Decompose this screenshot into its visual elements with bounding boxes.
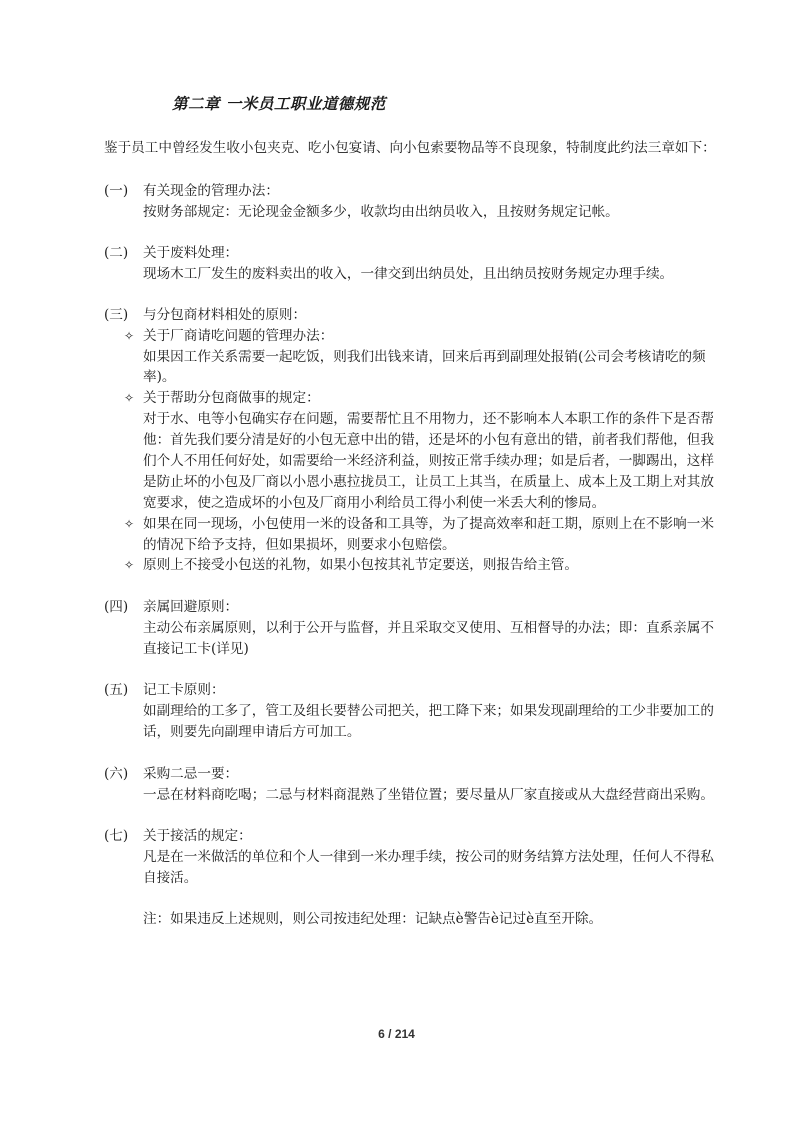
intro-paragraph: 鉴于员工中曾经发生收小包夹克、吃小包宴请、向小包索要物品等不良现象，特制度此约法三章如下： bbox=[104, 140, 716, 156]
bullet-heading: 关于厂商请吃问题的管理办法： bbox=[143, 328, 334, 344]
chapter-title: 第二章 一米员工职业道德规范 bbox=[172, 95, 386, 113]
section-text: 凡是在一米做活的单位和个人一律到一米办理手续，按公司的财务结算方法处理，任何人不得私 bbox=[143, 849, 714, 865]
section-number: (七) bbox=[104, 828, 129, 844]
section-heading: 关于接活的规定： bbox=[143, 828, 252, 844]
section-number: (五) bbox=[104, 682, 129, 698]
bullet-heading: 关于帮助分包商做事的规定： bbox=[143, 390, 320, 406]
page-number: 6 / 214 bbox=[378, 1027, 415, 1041]
section-text: 现场木工厂发生的废料卖出的收入，一律交到出纳员处，且出纳员按财务规定办理手续。 bbox=[143, 266, 674, 282]
section-number: (一) bbox=[104, 183, 129, 199]
diamond-bullet-icon: ✧ bbox=[124, 329, 135, 343]
bullet-text: 原则上不接受小包送的礼物，如果小包按其礼节定要送，则报告给主管。 bbox=[143, 557, 578, 573]
note-text: 注：如果违反上述规则，则公司按违纪处理：记缺点è警告è记过è直至开除。 bbox=[143, 911, 603, 927]
section-number: (四) bbox=[104, 599, 129, 615]
bullet-text: 如果在同一现场，小包使用一米的设备和工具等，为了提高效率和赶工期，原则上在不影响一米 bbox=[143, 516, 714, 532]
section-text: 按财务部规定：无论现金金额多少，收款均由出纳员收入，且按财务规定记帐。 bbox=[143, 204, 619, 220]
diamond-bullet-icon: ✧ bbox=[124, 558, 135, 572]
section-text: 主动公布亲属原则，以利于公开与监督，并且采取交叉使用、互相督导的办法；即：直系亲属不 bbox=[143, 620, 714, 636]
bullet-text: 宽要求，使之造成坏的小包及厂商用小利给员工得小利使一米丢大利的惨局。 bbox=[143, 495, 606, 511]
diamond-bullet-icon: ✧ bbox=[124, 517, 135, 531]
section-heading: 关于废料处理： bbox=[143, 245, 239, 261]
section-heading: 采购二忌一要： bbox=[143, 766, 239, 782]
section-heading: 有关现金的管理办法： bbox=[143, 183, 279, 199]
diamond-bullet-icon: ✧ bbox=[124, 391, 135, 405]
bullet-text: 如果因工作关系需要一起吃饭，则我们出钱来请，回来后再到副理处报销(公司会考核请吃的频 bbox=[143, 349, 706, 365]
section-heading: 与分包商材料相处的原则： bbox=[143, 307, 307, 323]
bullet-text: 率)。 bbox=[143, 369, 176, 385]
section-number: (二) bbox=[104, 245, 129, 261]
section-heading: 记工卡原则： bbox=[143, 682, 225, 698]
section-text: 如副理给的工多了，管工及组长要替公司把关，把工降下来；如果发现副理给的工少非要加工的 bbox=[143, 703, 714, 719]
section-text: 自接活。 bbox=[143, 870, 198, 886]
section-number: (六) bbox=[104, 766, 129, 782]
bullet-text: 们个人不用任何好处，如需要给一米经济利益，则按正常手续办理；如是后者，一脚踢出，这样 bbox=[143, 453, 714, 469]
section-text: 直接记工卡(详见) bbox=[143, 641, 249, 657]
section-text: 一忌在材料商吃喝；二忌与材料商混熟了坐错位置；要尽量从厂家直接或从大盘经营商出采购。 bbox=[143, 787, 714, 803]
section-text: 话，则要先向副理申请后方可加工。 bbox=[143, 724, 361, 740]
bullet-text: 是防止坏的小包及厂商以小恩小惠拉拢员工，让员工上其当，在质量上、成本上及工期上对其放 bbox=[143, 474, 714, 490]
bullet-text: 对于水、电等小包确实存在问题，需要帮忙且不用物力，还不影响本人本职工作的条件下是否帮 bbox=[143, 411, 714, 427]
section-number: (三) bbox=[104, 307, 129, 323]
bullet-text: 他：首先我们要分清是好的小包无意中出的错，还是坏的小包有意出的错，前者我们帮他，但我 bbox=[143, 432, 714, 448]
bullet-text: 的情况下给予支持，但如果损坏，则要求小包赔偿。 bbox=[143, 537, 456, 553]
section-heading: 亲属回避原则： bbox=[143, 599, 239, 615]
